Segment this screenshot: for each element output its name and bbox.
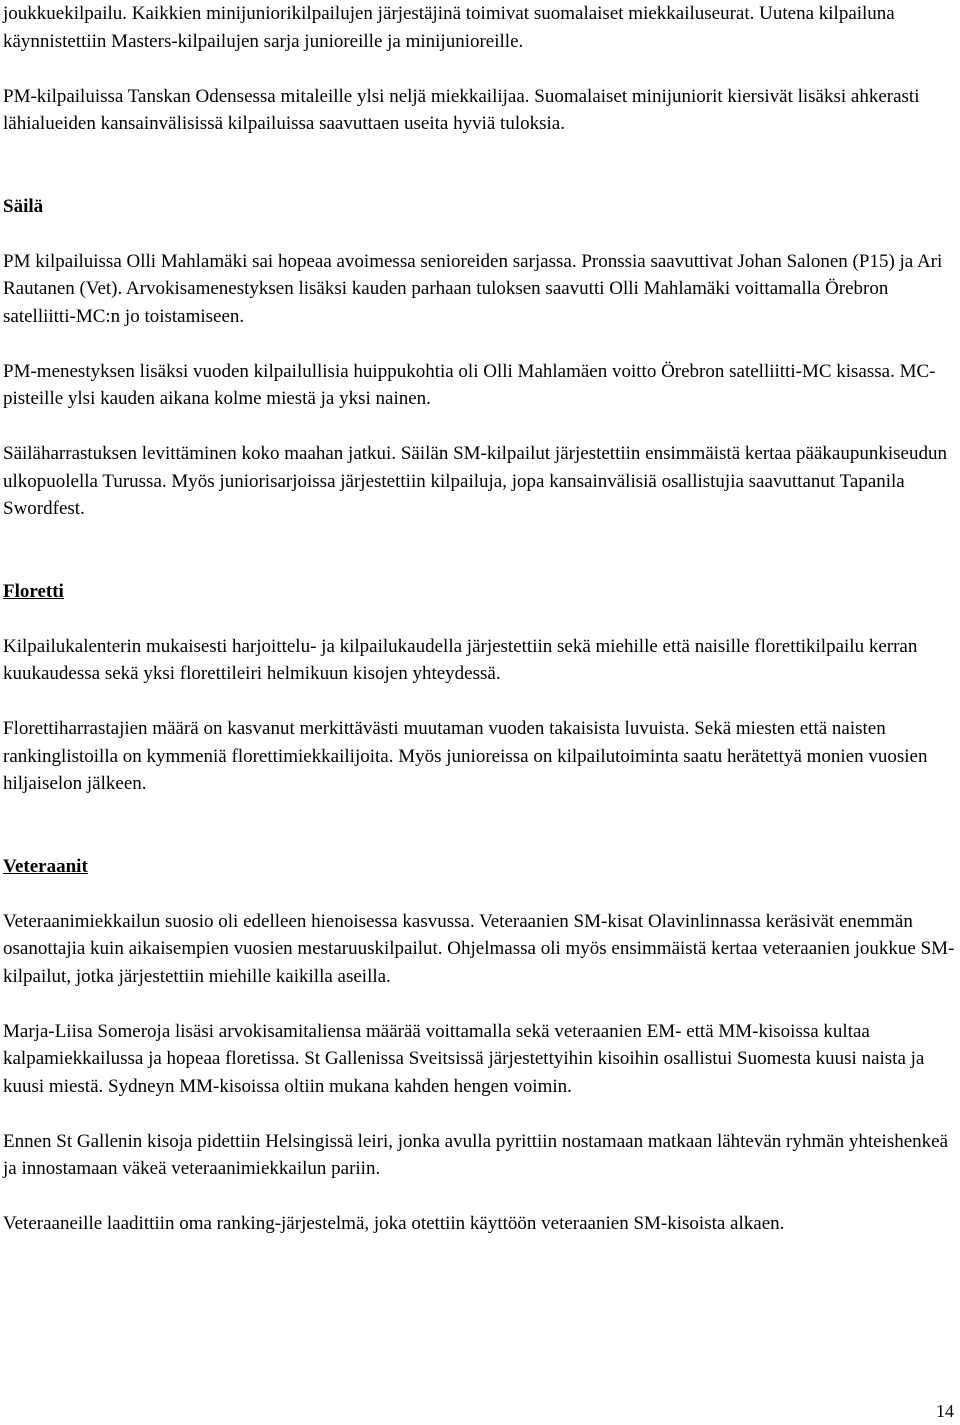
paragraph: Veteraaneille laadittiin oma ranking-järjestelmä, joka otettiin käyttöön veteraanien SM-kisoista alkaen.	[3, 1213, 785, 1234]
paragraph: Ennen St Gallenin kisoja pidettiin Helsingissä leiri, jonka avulla pyrittiin nostamaan matkaan lähtevän ryhmän yhteishenkeä ja innostamaan väkeä veteraanimiekkailun pariin.	[3, 1130, 949, 1179]
section-heading-saila: Säilä	[3, 195, 44, 217]
paragraph: Säiläharrastuksen levittäminen koko maahan jatkui. Säilän SM-kilpailut järjestettiin ensimmäistä kertaa pääkaupunkiseudun ulkopuolella Turussa. Myös juniorisarjoissa järjestettiin kilpailuja, jopa kansainvälisiä osallistujia saavuttanut Tapanila Swordfest.	[3, 443, 947, 519]
paragraph: joukkuekilpailu. Kaikkien minijuniorikilpailujen järjestäjinä toimivat suomalaiset miekkailuseurat. Uutena kilpailuna käynnistettiin Masters-kilpailujen sarja junioreille ja minijunioreille.	[3, 3, 895, 52]
paragraph: PM-menestyksen lisäksi vuoden kilpailullisia huippukohtia oli Olli Mahlamäen voitto Örebron satelliitti-MC kisassa. MC-pisteille ylsi kauden aikana kolme miestä ja yksi nainen.	[3, 360, 936, 409]
paragraph: Florettiharrastajien määrä on kasvanut merkittävästi muutaman vuoden takaisista luvuista. Sekä miesten että naisten rankinglistoilla on kymmeniä florettimiekkailijoita. Myös junioreissa on kilpailutoiminta saatu herätettyä monien vuosien hiljaiselon jälkeen.	[3, 718, 928, 794]
paragraph: Marja-Liisa Someroja lisäsi arvokisamitaliensa määrää voittamalla sekä veteraanien EM- että MM-kisoissa kultaa kalpamiekkailussa ja hopeaa floretissa. St Gallenissa Sveitsissä järjestettyihin kisoihin osallistui Suomesta kuusi naista ja kuusi miestä. Sydneyn MM-kisoissa oltiin mukana kahden hengen voimin.	[3, 1020, 925, 1097]
paragraph: PM kilpailuissa Olli Mahlamäki sai hopeaa avoimessa senioreiden sarjassa. Pronssia saavuttivat Johan Salonen (P15) ja Ari Rautanen (Vet). Arvokisamenestyksen lisäksi kauden parhaan tuloksen saavutti Olli Mahlamäki voittamalla Örebron satelliitti-MC:n jo toistamiseen.	[3, 250, 943, 327]
page-number: 14	[936, 1401, 954, 1421]
section-heading-floretti: Floretti	[3, 580, 64, 602]
paragraph: PM-kilpailuissa Tanskan Odensessa mitaleille ylsi neljä miekkailijaa. Suomalaiset minijuniorit kiersivät lisäksi ahkerasti lähialueiden kansainvälisissä kilpailuissa saavuttaen useita hyviä tuloksia.	[3, 85, 920, 134]
paragraph: Kilpailukalenterin mukaisesti harjoittelu- ja kilpailukaudella järjestettiin sekä miehille että naisille florettikilpailu kerran kuukaudessa sekä yksi florettileiri helmikuun kisojen yhteydessä.	[3, 635, 918, 684]
document-page	[3, 0, 958, 1238]
section-heading-veteraanit: Veteraanit	[3, 855, 88, 877]
paragraph: Veteraanimiekkailun suosio oli edelleen hienoisessa kasvussa. Veteraanien SM-kisat Olavinlinnassa keräsivät enemmän osanottajia kuin aikaisempien vuosien mestaruuskilpailut. Ohjelmassa oli myös ensimmäistä kertaa veteraanien joukkue SM-kilpailut, jotka järjestettiin miehille kaikilla aseilla.	[3, 910, 955, 987]
